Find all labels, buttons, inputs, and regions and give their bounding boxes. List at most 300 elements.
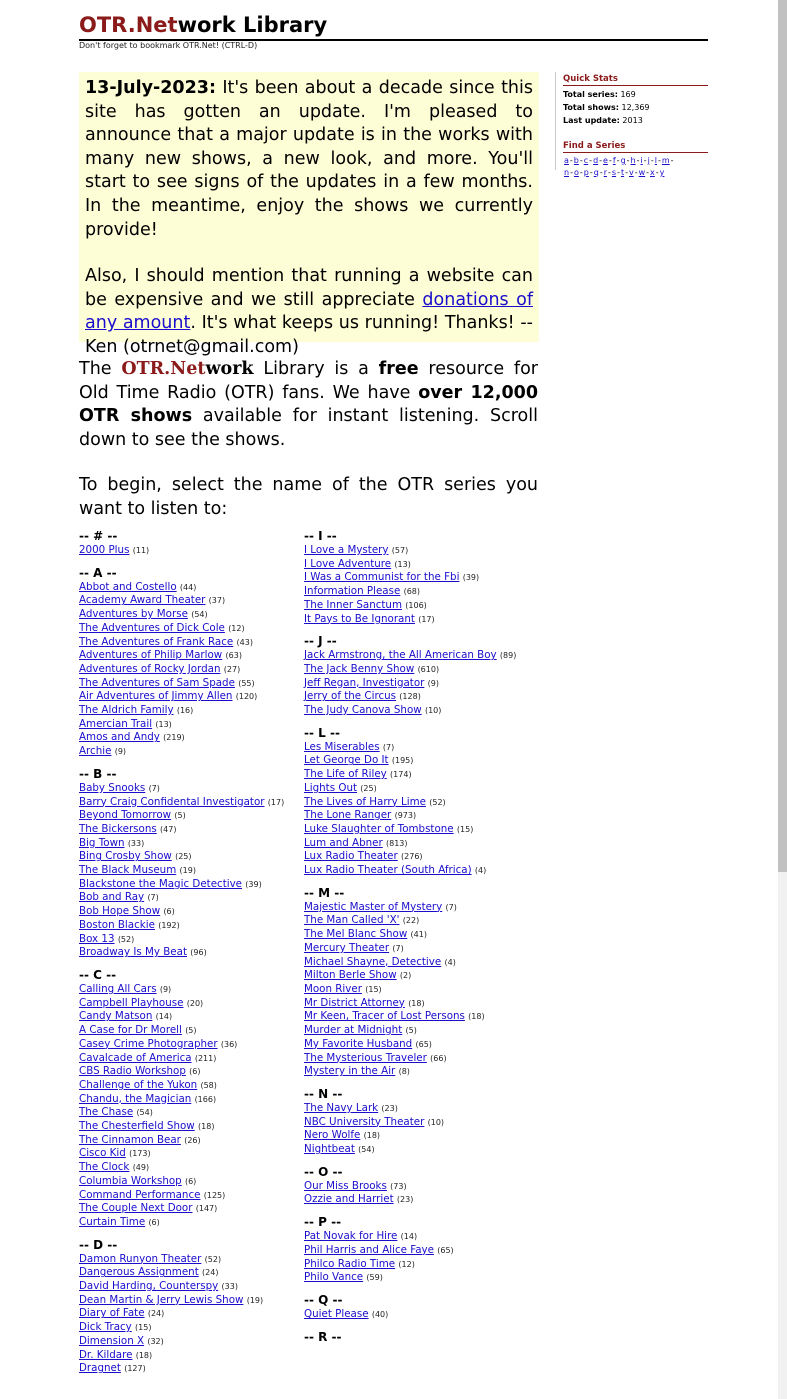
series-link[interactable]: Big Town (79, 836, 125, 849)
series-link[interactable]: The Chesterfield Show (79, 1120, 195, 1133)
episode-count: (47) (160, 824, 177, 834)
letter-link-q[interactable]: q (593, 168, 599, 177)
series-link[interactable]: Mystery in the Air (304, 1065, 396, 1078)
series-link[interactable]: The Jack Benny Show (304, 662, 415, 675)
episode-count: (128) (399, 692, 421, 702)
series-item (304, 969, 524, 983)
series-link[interactable]: Cisco Kid (79, 1147, 126, 1160)
stat-value: 2013 (622, 116, 643, 125)
episode-count: (219) (163, 733, 185, 743)
series-link[interactable]: Adventures of Rocky Jordan (79, 662, 221, 675)
episode-count: (610) (417, 664, 440, 674)
episode-count: (10) (424, 706, 442, 716)
series-link[interactable]: Our Miss Brooks (304, 1179, 387, 1192)
series-link[interactable]: Columbia Workshop (79, 1174, 182, 1187)
intro-free: free (378, 359, 419, 379)
letter-link-s[interactable]: s (611, 168, 617, 177)
series-item (304, 901, 524, 915)
series-item (304, 837, 524, 851)
episode-count: (4) (444, 957, 456, 967)
series-item (304, 864, 524, 878)
series-link[interactable]: Dangerous Assignment (79, 1266, 199, 1279)
letter-link-v[interactable]: v (628, 168, 634, 177)
episode-count: (18) (468, 1012, 485, 1022)
series-link[interactable]: Barry Craig Confidental Investigator (79, 795, 265, 808)
series-link[interactable]: Jeff Regan, Investigator (304, 676, 425, 689)
series-link[interactable]: Mr District Attorney (304, 996, 405, 1009)
episode-count: (173) (129, 1149, 151, 1159)
episode-count: (813) (386, 838, 408, 848)
series-link[interactable]: Calling All Cars (79, 982, 157, 995)
episode-count: (5) (405, 1026, 417, 1036)
series-item (304, 983, 524, 997)
letter-link-p[interactable]: p (583, 168, 589, 177)
stat-label: Total series: (563, 90, 618, 99)
series-item (304, 649, 524, 663)
series-link[interactable]: Abbot and Costello (79, 580, 177, 593)
series-link[interactable]: The Life of Riley (304, 768, 387, 781)
episode-count: (23) (381, 1103, 398, 1113)
series-item (304, 956, 524, 970)
letter-link-w[interactable]: w (638, 168, 646, 177)
series-item (79, 1010, 299, 1024)
episode-count: (106) (405, 600, 427, 610)
letter-link-j[interactable]: j (647, 156, 650, 165)
series-link[interactable]: Moon River (304, 982, 362, 995)
episode-count: (52) (429, 797, 446, 807)
episode-count: (973) (394, 811, 417, 821)
site-title[interactable] (79, 12, 708, 39)
series-link[interactable]: Nero Wolfe (304, 1129, 361, 1142)
series-link[interactable]: NBC University Theater (304, 1115, 425, 1128)
episode-count: (19) (179, 866, 196, 876)
series-item (79, 919, 299, 933)
series-link[interactable]: The Couple Next Door (79, 1202, 193, 1215)
series-item (79, 1362, 299, 1376)
section-heading: -- O -- (304, 1164, 343, 1179)
series-item (79, 745, 299, 759)
series-item (304, 585, 524, 599)
series-link[interactable]: Nightbeat (304, 1143, 355, 1156)
episode-count: (59) (366, 1273, 383, 1283)
series-column-2 (304, 529, 524, 1353)
series-link[interactable]: The Clock (79, 1161, 130, 1174)
series-link[interactable]: Murder at Midnight (304, 1024, 403, 1037)
series-item (304, 1244, 524, 1258)
series-link[interactable]: Mr Keen, Tracer of Lost Persons (304, 1010, 465, 1023)
series-item (304, 914, 524, 928)
letter-link-r[interactable]: r (603, 168, 607, 177)
episode-count: (6) (189, 1067, 201, 1077)
stat-value: 169 (620, 90, 636, 99)
series-item (304, 741, 524, 755)
episode-count: (9) (159, 984, 172, 994)
section-heading: -- # -- (79, 529, 118, 543)
notice-body-2-pre: Also, I should mention that running a website can be expensive and we still appreciate (85, 266, 533, 310)
episode-count: (5) (174, 811, 186, 821)
series-item (304, 928, 524, 942)
section-heading: -- J -- (304, 634, 337, 649)
series-link[interactable]: Campbell Playhouse (79, 996, 184, 1009)
episode-count: (32) (147, 1336, 164, 1346)
series-link[interactable]: 2000 Plus (79, 544, 130, 556)
series-item (304, 1116, 524, 1130)
episode-count: (13) (155, 719, 172, 729)
episode-count: (52) (204, 1254, 222, 1264)
series-item (304, 809, 524, 823)
series-group (304, 1293, 524, 1322)
section-heading: -- A -- (79, 565, 117, 580)
letter-link-y[interactable]: y (659, 168, 665, 177)
letter-link-g[interactable]: g (620, 156, 626, 165)
episode-count: (7) (392, 943, 404, 953)
letter-link-a[interactable]: a (564, 156, 569, 165)
series-item (304, 1180, 524, 1194)
episode-count: (9) (427, 678, 439, 688)
episode-count: (39) (245, 879, 262, 889)
series-link[interactable]: Lights Out (304, 781, 358, 794)
episode-count: (6) (148, 1217, 160, 1227)
series-item (304, 1143, 524, 1157)
stat-label: Total shows: (563, 103, 619, 112)
series-item (304, 754, 524, 768)
series-link[interactable]: Air Adventures of Jimmy Allen (79, 690, 233, 703)
series-link[interactable]: Adventures of Philip Marlow (79, 649, 223, 662)
stat-value: 12,369 (621, 103, 650, 112)
stat-label: Last update: (563, 116, 620, 125)
intro-brand-net: OTR.Net (121, 359, 206, 379)
series-link[interactable]: Les Miserables (304, 740, 380, 753)
quick-stats-title: Quick Stats (563, 74, 708, 86)
series-link[interactable]: Phil Harris and Alice Faye (304, 1243, 434, 1256)
episode-count: (17) (418, 614, 435, 624)
series-link[interactable]: Lux Radio Theater (South Africa) (304, 864, 472, 877)
series-group (304, 1165, 524, 1207)
series-link[interactable]: Cavalcade of America (79, 1051, 192, 1064)
series-item (304, 1010, 524, 1024)
series-link[interactable]: The Black Museum (79, 864, 177, 877)
series-item (79, 1335, 299, 1349)
series-link[interactable]: The Chase (79, 1106, 134, 1119)
series-link[interactable]: Boston Blackie (79, 918, 155, 931)
section-heading: -- Q -- (304, 1292, 343, 1307)
letter-index-row-2: n-o-p-q-r-s-t-v-w-x-y (564, 168, 665, 177)
series-link[interactable]: Quiet Please (304, 1307, 369, 1320)
series-link[interactable]: Dean Martin & Jerry Lewis Show (79, 1293, 244, 1306)
series-link[interactable]: The Aldrich Family (79, 704, 174, 717)
episode-count: (8) (398, 1067, 410, 1077)
series-item (79, 809, 299, 823)
series-group (79, 968, 299, 1230)
series-item (79, 933, 299, 947)
series-item (79, 649, 299, 663)
episode-count: (10) (427, 1117, 445, 1127)
series-link[interactable]: Challenge of the Yukon (79, 1078, 198, 1091)
series-link[interactable]: I Love a Mystery (304, 544, 389, 556)
series-link[interactable]: Archie (79, 745, 112, 758)
episode-count: (7) (382, 742, 395, 752)
series-link[interactable]: Academy Award Theater (79, 594, 206, 607)
series-item (79, 850, 299, 864)
series-item (304, 558, 524, 572)
series-link[interactable]: Majestic Master of Mystery (304, 900, 443, 913)
series-link[interactable]: Broadway Is My Beat (79, 946, 187, 959)
episode-count: (7) (148, 783, 160, 793)
series-link[interactable]: I Was a Communist for the Fbi (304, 571, 460, 584)
scrollbar-thumb[interactable] (778, 0, 787, 872)
series-link[interactable]: Damon Runyon Theater (79, 1252, 202, 1265)
series-link[interactable]: Michael Shayne, Detective (304, 955, 442, 968)
episode-count: (211) (194, 1053, 217, 1063)
series-link[interactable]: Amercian Trail (79, 717, 153, 730)
series-item (304, 704, 524, 718)
episode-count: (89) (499, 651, 517, 661)
series-item (79, 1052, 299, 1066)
series-link[interactable]: Diary of Fate (79, 1307, 145, 1320)
episode-count: (2) (399, 971, 412, 981)
series-item (79, 1024, 299, 1038)
series-group (79, 566, 299, 759)
series-link[interactable]: The Mysterious Traveler (304, 1051, 427, 1064)
letter-link-t[interactable]: t (620, 168, 625, 177)
series-item (79, 663, 299, 677)
series-item (304, 571, 524, 585)
series-group (79, 1238, 299, 1376)
site-title-library: work Library (177, 13, 328, 37)
series-link[interactable]: Philo Vance (304, 1271, 364, 1284)
series-link[interactable]: Dragnet (79, 1362, 121, 1375)
series-link[interactable]: The Inner Sanctum (304, 598, 402, 611)
series-link[interactable]: Dimension X (79, 1334, 145, 1347)
episode-count: (52) (117, 934, 135, 944)
episode-count: (36) (220, 1039, 238, 1049)
series-link[interactable]: Curtain Time (79, 1215, 146, 1228)
episode-count: (6) (184, 1176, 197, 1186)
episode-count: (14) (155, 1012, 173, 1022)
series-link[interactable]: Milton Berle Show (304, 969, 397, 982)
episode-count: (15) (456, 824, 474, 834)
series-link[interactable]: Pat Novak for Hire (304, 1230, 398, 1243)
series-item (79, 622, 299, 636)
series-link[interactable]: Bob and Ray (79, 891, 145, 904)
series-item (79, 544, 299, 558)
series-link[interactable]: The Lone Ranger (304, 809, 392, 822)
series-link[interactable]: The Adventures of Dick Cole (79, 621, 225, 634)
section-heading: -- B -- (79, 766, 117, 781)
series-link[interactable]: Mercury Theater (304, 941, 390, 954)
series-link[interactable]: The Adventures of Sam Spade (79, 676, 235, 689)
series-link[interactable]: David Harding, Counterspy (79, 1280, 219, 1293)
series-link[interactable]: Candy Matson (79, 1010, 153, 1023)
series-item (79, 1134, 299, 1148)
series-link[interactable]: Dr. Kildare (79, 1348, 133, 1361)
episode-count: (27) (223, 664, 241, 674)
section-heading: -- C -- (79, 967, 117, 982)
series-link[interactable]: Information Please (304, 585, 401, 598)
series-group (304, 634, 524, 718)
episode-count: (16) (176, 706, 194, 716)
episode-count: (9) (114, 747, 127, 757)
series-item (79, 1120, 299, 1134)
episode-count: (24) (202, 1268, 219, 1278)
series-link[interactable]: Amos and Andy (79, 731, 160, 744)
series-link[interactable]: Luke Slaughter of Tombstone (304, 822, 454, 835)
series-link[interactable]: The Man Called 'X' (304, 914, 400, 927)
episode-count: (63) (225, 651, 242, 661)
series-item (79, 677, 299, 691)
intro-brand (121, 359, 253, 379)
series-link[interactable]: It Pays to Be Ignorant (304, 612, 415, 625)
series-link[interactable]: Jerry of the Circus (304, 690, 397, 703)
stat-row (563, 88, 708, 101)
series-link[interactable]: The Adventures of Frank Race (79, 635, 234, 648)
episode-count: (40) (371, 1309, 389, 1319)
episode-count: (195) (391, 756, 414, 766)
episode-count: (125) (203, 1190, 226, 1200)
letter-link-n[interactable]: n (564, 168, 570, 177)
site-header (79, 12, 708, 41)
episode-count: (54) (191, 610, 208, 620)
series-link[interactable]: Bing Crosby Show (79, 850, 172, 863)
series-item (79, 946, 299, 960)
series-link[interactable]: Lum and Abner (304, 836, 383, 849)
series-group (79, 529, 299, 558)
series-item (304, 690, 524, 704)
series-link[interactable]: CBS Radio Workshop (79, 1065, 186, 1078)
episode-count: (276) (401, 852, 423, 862)
series-item (304, 796, 524, 810)
letter-link-m[interactable]: m (661, 156, 670, 165)
series-link[interactable]: Beyond Tomorrow (79, 809, 172, 822)
series-item (79, 608, 299, 622)
letter-link-h[interactable]: h (630, 156, 636, 165)
episode-count: (43) (236, 637, 253, 647)
episode-count: (57) (391, 546, 409, 555)
series-link[interactable]: Ozzie and Harriet (304, 1193, 394, 1206)
series-group (304, 1215, 524, 1285)
donations-link[interactable]: donations of any amount (85, 289, 533, 334)
episode-count: (73) (390, 1181, 407, 1191)
series-link[interactable]: A Case for Dr Morell (79, 1024, 182, 1037)
intro-paragraph-1 (79, 358, 538, 452)
series-item (79, 1079, 299, 1093)
episode-count: (25) (360, 783, 377, 793)
episode-count: (12) (228, 623, 245, 633)
series-item (79, 636, 299, 650)
series-link[interactable]: Command Performance (79, 1188, 201, 1201)
episode-count: (33) (221, 1282, 238, 1292)
episode-count: (7) (147, 893, 159, 903)
series-group (79, 767, 299, 960)
series-link[interactable]: Box 13 (79, 932, 115, 945)
series-item (79, 782, 299, 796)
series-item (79, 1280, 299, 1294)
quick-stats-list (563, 88, 708, 127)
episode-count: (54) (358, 1145, 375, 1155)
episode-count: (22) (402, 916, 420, 926)
series-group (304, 726, 524, 878)
series-item (304, 1230, 524, 1244)
episode-count: (12) (398, 1259, 415, 1269)
series-link[interactable]: The Mel Blanc Show (304, 928, 408, 941)
series-link[interactable]: Blackstone the Magic Detective (79, 877, 243, 890)
series-link[interactable]: The Bickersons (79, 822, 157, 835)
episode-count: (49) (132, 1163, 150, 1173)
series-link[interactable]: I Love Adventure (304, 557, 392, 570)
letter-link-l[interactable]: l (654, 156, 657, 165)
series-link[interactable]: Lux Radio Theater (304, 850, 398, 863)
episode-count: (15) (135, 1323, 152, 1333)
episode-count: (65) (437, 1245, 454, 1255)
letter-index-row-1: a-b-c-d-e-f-g-h-i-j-l-m- (564, 156, 674, 165)
episode-count: (68) (403, 587, 420, 597)
letter-link-c[interactable]: c (583, 156, 589, 165)
series-link[interactable]: Casey Crime Photographer (79, 1037, 218, 1050)
series-link[interactable]: The Judy Canova Show (304, 704, 422, 717)
letter-link-i[interactable]: i (640, 156, 643, 165)
series-item (304, 997, 524, 1011)
series-link[interactable]: Baby Snooks (79, 781, 146, 794)
series-group (304, 1087, 524, 1157)
series-item (79, 1189, 299, 1203)
letter-link-f[interactable]: f (612, 156, 616, 165)
series-item (79, 983, 299, 997)
section-heading: -- P -- (304, 1215, 342, 1230)
notice-date: 13-July-2023: (85, 78, 216, 98)
episode-count: (174) (390, 770, 412, 780)
series-link[interactable]: Jack Armstrong, the All American Boy (304, 649, 497, 662)
episode-count: (120) (235, 692, 258, 702)
series-group (304, 886, 524, 1079)
episode-count: (5) (185, 1026, 197, 1036)
series-item (304, 850, 524, 864)
intro-text-c: available for instant listening. Scroll down to see the shows. (79, 406, 538, 450)
episode-count: (18) (198, 1122, 215, 1132)
letter-link-x[interactable]: x (650, 168, 655, 177)
episode-count: (11) (132, 546, 150, 555)
letter-link-o[interactable]: o (573, 168, 579, 177)
series-link[interactable]: Dick Tracy (79, 1321, 132, 1334)
letter-link-e[interactable]: e (603, 156, 608, 165)
series-item (304, 1038, 524, 1052)
series-link[interactable]: Adventures by Morse (79, 608, 188, 621)
section-heading: -- L -- (304, 725, 340, 740)
series-link[interactable]: Chandu, the Magician (79, 1092, 192, 1105)
series-link[interactable]: Philco Radio Time (304, 1257, 396, 1270)
series-link[interactable]: Bob Hope Show (79, 905, 161, 918)
series-item (79, 1216, 299, 1230)
series-link[interactable]: The Navy Lark (304, 1101, 379, 1114)
intro-paragraph-2: To begin, select the name of the OTR series you want to listen to: (79, 475, 538, 519)
episode-count: (65) (415, 1039, 432, 1049)
series-item (304, 1129, 524, 1143)
series-link[interactable]: My Favorite Husband (304, 1037, 413, 1050)
episode-count: (13) (394, 559, 411, 569)
episode-count: (55) (238, 678, 255, 688)
bookmark-tagline: Don't forget to bookmark OTR.Net! (CTRL-D) (79, 41, 258, 50)
vertical-scrollbar[interactable] (778, 0, 787, 1399)
letter-link-d[interactable]: d (593, 156, 599, 165)
episode-count: (166) (194, 1094, 217, 1104)
episode-count: (54) (136, 1108, 153, 1118)
episode-count: (15) (365, 984, 382, 994)
series-link[interactable]: The Lives of Harry Lime (304, 795, 426, 808)
series-item (304, 768, 524, 782)
letter-link-b[interactable]: b (573, 156, 579, 165)
series-link[interactable]: Let George Do It (304, 754, 389, 767)
notice-paragraph-1 (85, 77, 533, 242)
series-link[interactable]: The Cinnamon Bear (79, 1133, 181, 1146)
